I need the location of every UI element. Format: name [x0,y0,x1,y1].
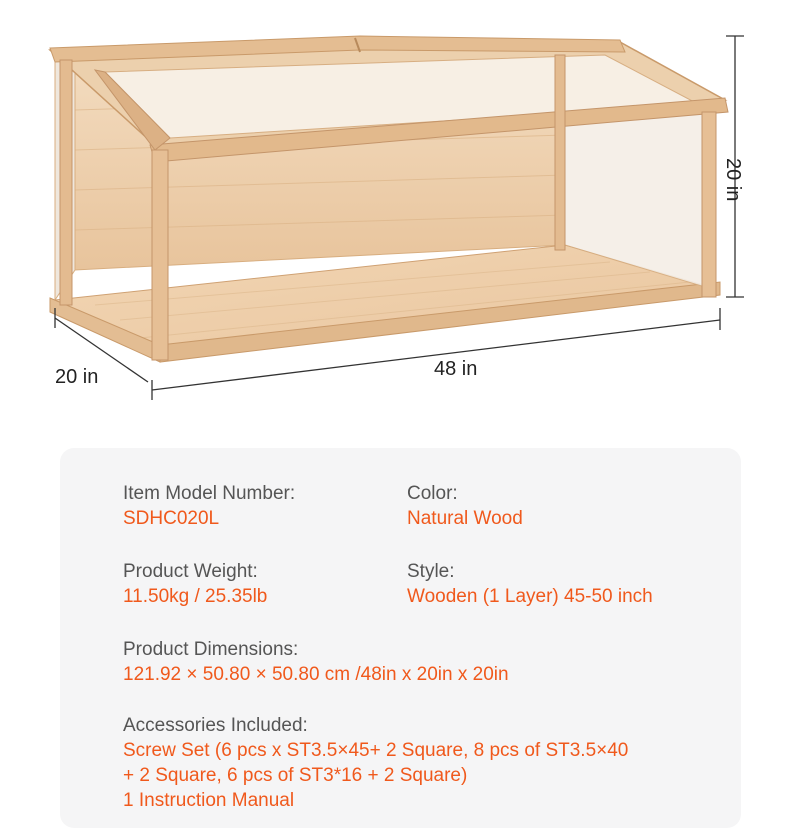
spec-accessories-label: Accessories Included: [123,715,308,736]
spec-accessories-line: Screw Set (6 pcs x ST3.5×45+ 2 Square, 8 pcs of ST3.5×40 [123,740,629,761]
rear-left-post [60,60,72,305]
depth-dimension-label: 20 in [55,366,99,388]
spec-weight-label: Product Weight: [123,561,258,582]
spec-model-label: Item Model Number: [123,483,296,504]
height-dimension-label: 20 in [722,158,744,202]
spec-model [123,481,295,531]
spec-accessories-line: 1 Instruction Manual [123,790,295,811]
spec-weight [123,559,267,609]
spec-dimensions-value: 121.92 × 50.80 × 50.80 cm /48in x 20in x 20in [123,664,509,685]
front-right-post [702,112,716,297]
spec-accessories [123,713,723,813]
spec-dimensions [123,637,509,687]
spec-style-label: Style: [407,561,455,582]
spec-card [60,448,741,828]
spec-model-value: SDHC020L [123,508,220,529]
spec-color-label: Color: [407,483,458,504]
spec-color [407,481,523,531]
front-left-post [152,150,168,360]
spec-style-value: Wooden (1 Layer) 45-50 inch [407,586,653,607]
cold-frame-illustration [0,0,800,410]
spec-weight-value: 11.50kg / 25.35lb [123,586,268,607]
width-dimension-label: 48 in [434,358,478,380]
spec-dimensions-label: Product Dimensions: [123,639,299,660]
spec-color-value: Natural Wood [407,508,523,529]
spec-accessories-line: + 2 Square, 6 pcs of ST3*16 + 2 Square) [123,765,468,786]
spec-style [407,559,653,609]
rear-right-post [555,55,565,250]
